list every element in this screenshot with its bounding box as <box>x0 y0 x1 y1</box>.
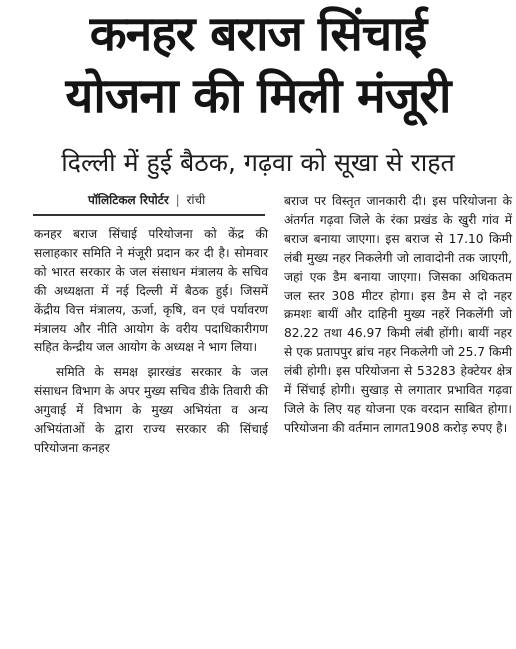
byline-rule <box>33 214 265 216</box>
headline-line-1: कनहर बराज सिंचाई <box>89 6 427 62</box>
headline-line-2: योजना की मिली मंजूरी <box>65 68 451 124</box>
right-paragraph-1: बराज पर विस्तृत जानकारी दी। इस परियोजना के अंतर्गत गढ़वा जिले के रंका प्रखंड के खुरी गांव में बराज बनाया जाएगा। इस बराज से 17.10 किमी लंबी मुख्य नहर निकलेगी जो लावादोनी तक जाएगी, जहां एक डैम बनाया जाएगा। जिसका अधिकतम जल स्तर 308 मीटर होगा। इस डैम से दो नहर क्रमशः बायीं और दाहिनी मुख्य नहरें निकलेंगी जो 82.22 तथा 46.97 किमी लंबी होंगी। बायीं नहर से एक प्रतापपुर ब्रांच नहर निकलेगी जो 25.7 किमी लंबी होगी। इस परियोजना से 53283 हेक्टेयर क्षेत्र में सिंचाई होगी। सुखाड़ से लगातार प्रभावित गढ़वा जिले के लिए यह योजना एक वरदान साबित होगा। परियोजना की वर्तमान लागत1908 करोड़ रुपए है। <box>284 194 512 435</box>
byline-reporter: पॉलिटिकल रिपोर्टर <box>88 193 169 207</box>
left-paragraph-1: कनहर बराज सिंचाई परियोजना को केंद्र की सलाहकार समिति ने मंजूरी प्रदान कर दी है। सोमवार को भारत सरकार के जल संसाधन मंत्रालय के सचिव की अध्यक्षता में नई दिल्ली में बैठक हुई। जिसमें केंद्रीय वित्त मंत्रालय, ऊर्जा, कृषि, वन एवं पर्यावरण मंत्रालय और नीति आयोग के वरीय पदाधिकारीगण सहित केन्द्रीय जल आयोग के अध्यक्ष ने भाग लिया। <box>34 227 268 355</box>
byline-separator: | <box>175 193 180 207</box>
article-left-column <box>34 225 268 458</box>
article-right-column <box>284 192 512 438</box>
subheadline: दिल्ली में हुई बैठक, गढ़वा को सूखा से राहत <box>61 148 455 177</box>
byline <box>88 192 205 208</box>
left-paragraph-2: समिति के समक्ष झारखंड सरकार के जल संसाधन विभाग के अपर मुख्य सचिव डीके तिवारी की अगुवाई में विभाग के मुख्य अभियंता व अन्य अभियंताओं के द्वारा राज्य सरकार की सिंचाई परियोजना कनहर <box>34 365 268 455</box>
byline-city: रांची <box>186 193 206 207</box>
